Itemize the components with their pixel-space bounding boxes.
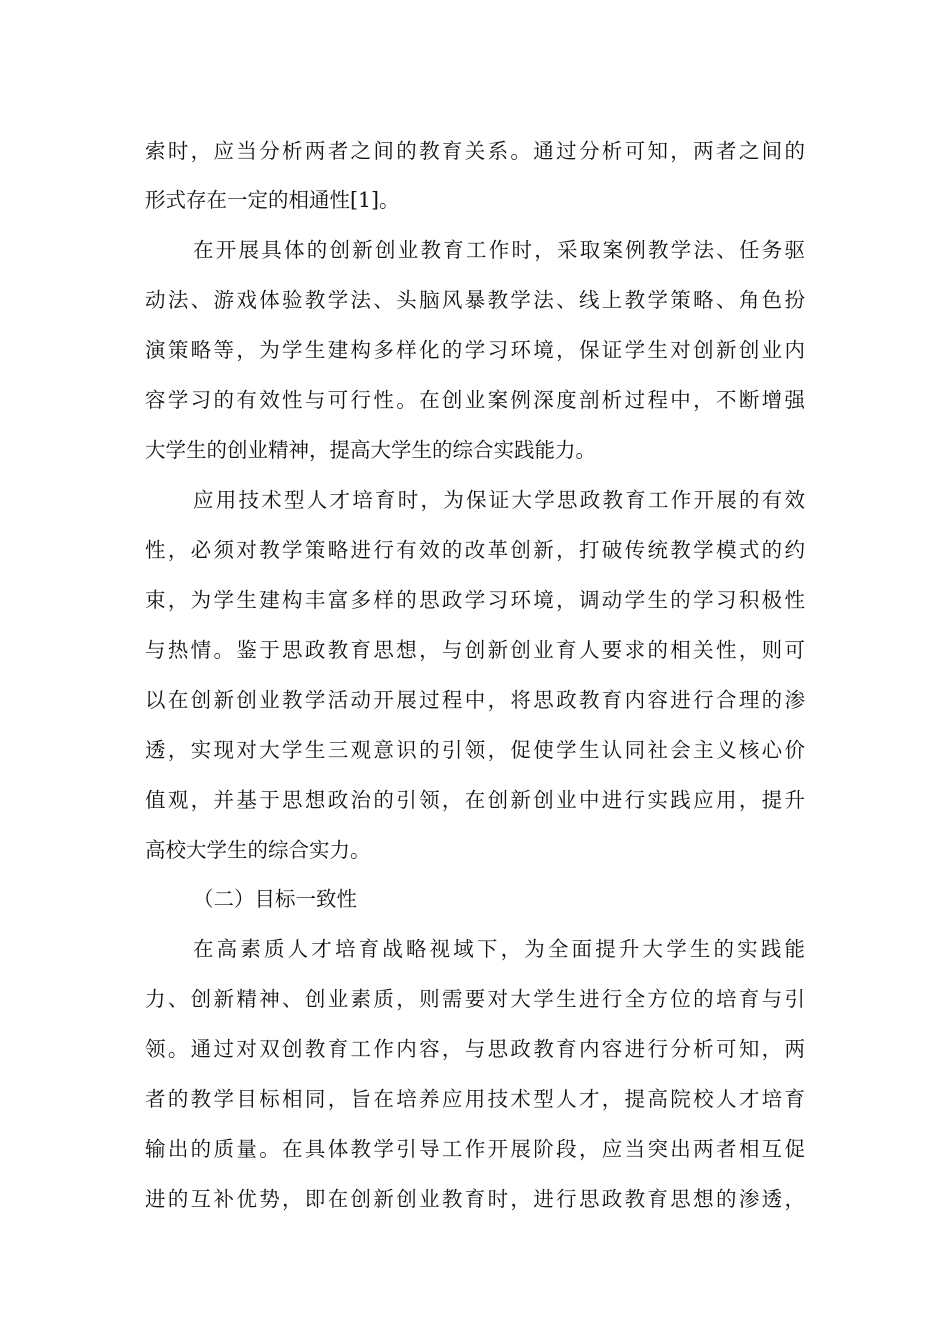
paragraph-line: 形式存在一定的相通性[1]。 xyxy=(145,188,400,212)
paragraph-line: 束，为学生建构丰富多样的思政学习环境，调动学生的学习积极性 xyxy=(145,588,805,612)
paragraph-line: 输出的质量。在具体教学引导工作开展阶段，应当突出两者相互促 xyxy=(145,1137,805,1161)
paragraph-line: 领。通过对双创教育工作内容，与思政教育内容进行分析可知，两 xyxy=(145,1037,805,1061)
paragraph-line: 索时，应当分析两者之间的教育关系。通过分析可知，两者之间的 xyxy=(145,139,805,163)
section-heading: （二）目标一致性 xyxy=(193,887,357,911)
paragraph-line: 值观，并基于思想政治的引领，在创新创业中进行实践应用，提升 xyxy=(145,788,805,812)
paragraph-line: 以在创新创业教学活动开展过程中，将思政教育内容进行合理的渗 xyxy=(145,688,805,712)
paragraph-line: 性，必须对教学策略进行有效的改革创新，打破传统教学模式的约 xyxy=(145,538,805,562)
paragraph-line: 应用技术型人才培育时，为保证大学思政教育工作开展的有效 xyxy=(193,488,805,512)
paragraph-line: 大学生的创业精神，提高大学生的综合实践能力。 xyxy=(145,438,596,462)
paragraph-line: 者的教学目标相同，旨在培养应用技术型人才，提高院校人才培育 xyxy=(145,1087,805,1111)
paragraph-line: 高校大学生的综合实力。 xyxy=(145,838,371,862)
paragraph-line: 容学习的有效性与可行性。在创业案例深度剖析过程中，不断增强 xyxy=(145,388,805,412)
paragraph-line: 透，实现对大学生三观意识的引领，促使学生认同社会主义核心价 xyxy=(145,738,805,762)
paragraph-line: 力、创新精神、创业素质，则需要对大学生进行全方位的培育与引 xyxy=(145,987,805,1011)
paragraph-line: 演策略等，为学生建构多样化的学习环境，保证学生对创新创业内 xyxy=(145,338,805,362)
paragraph-line: 在高素质人才培育战略视域下，为全面提升大学生的实践能 xyxy=(193,937,805,961)
paragraph-line: 动法、游戏体验教学法、头脑风暴教学法、线上教学策略、角色扮 xyxy=(145,288,805,312)
paragraph-line: 进的互补优势，即在创新创业教育时，进行思政教育思想的渗透， xyxy=(145,1187,805,1211)
paragraph-line: 与热情。鉴于思政教育思想，与创新创业育人要求的相关性，则可 xyxy=(145,638,805,662)
paragraph-line: 在开展具体的创新创业教育工作时，采取案例教学法、任务驱 xyxy=(193,238,805,262)
